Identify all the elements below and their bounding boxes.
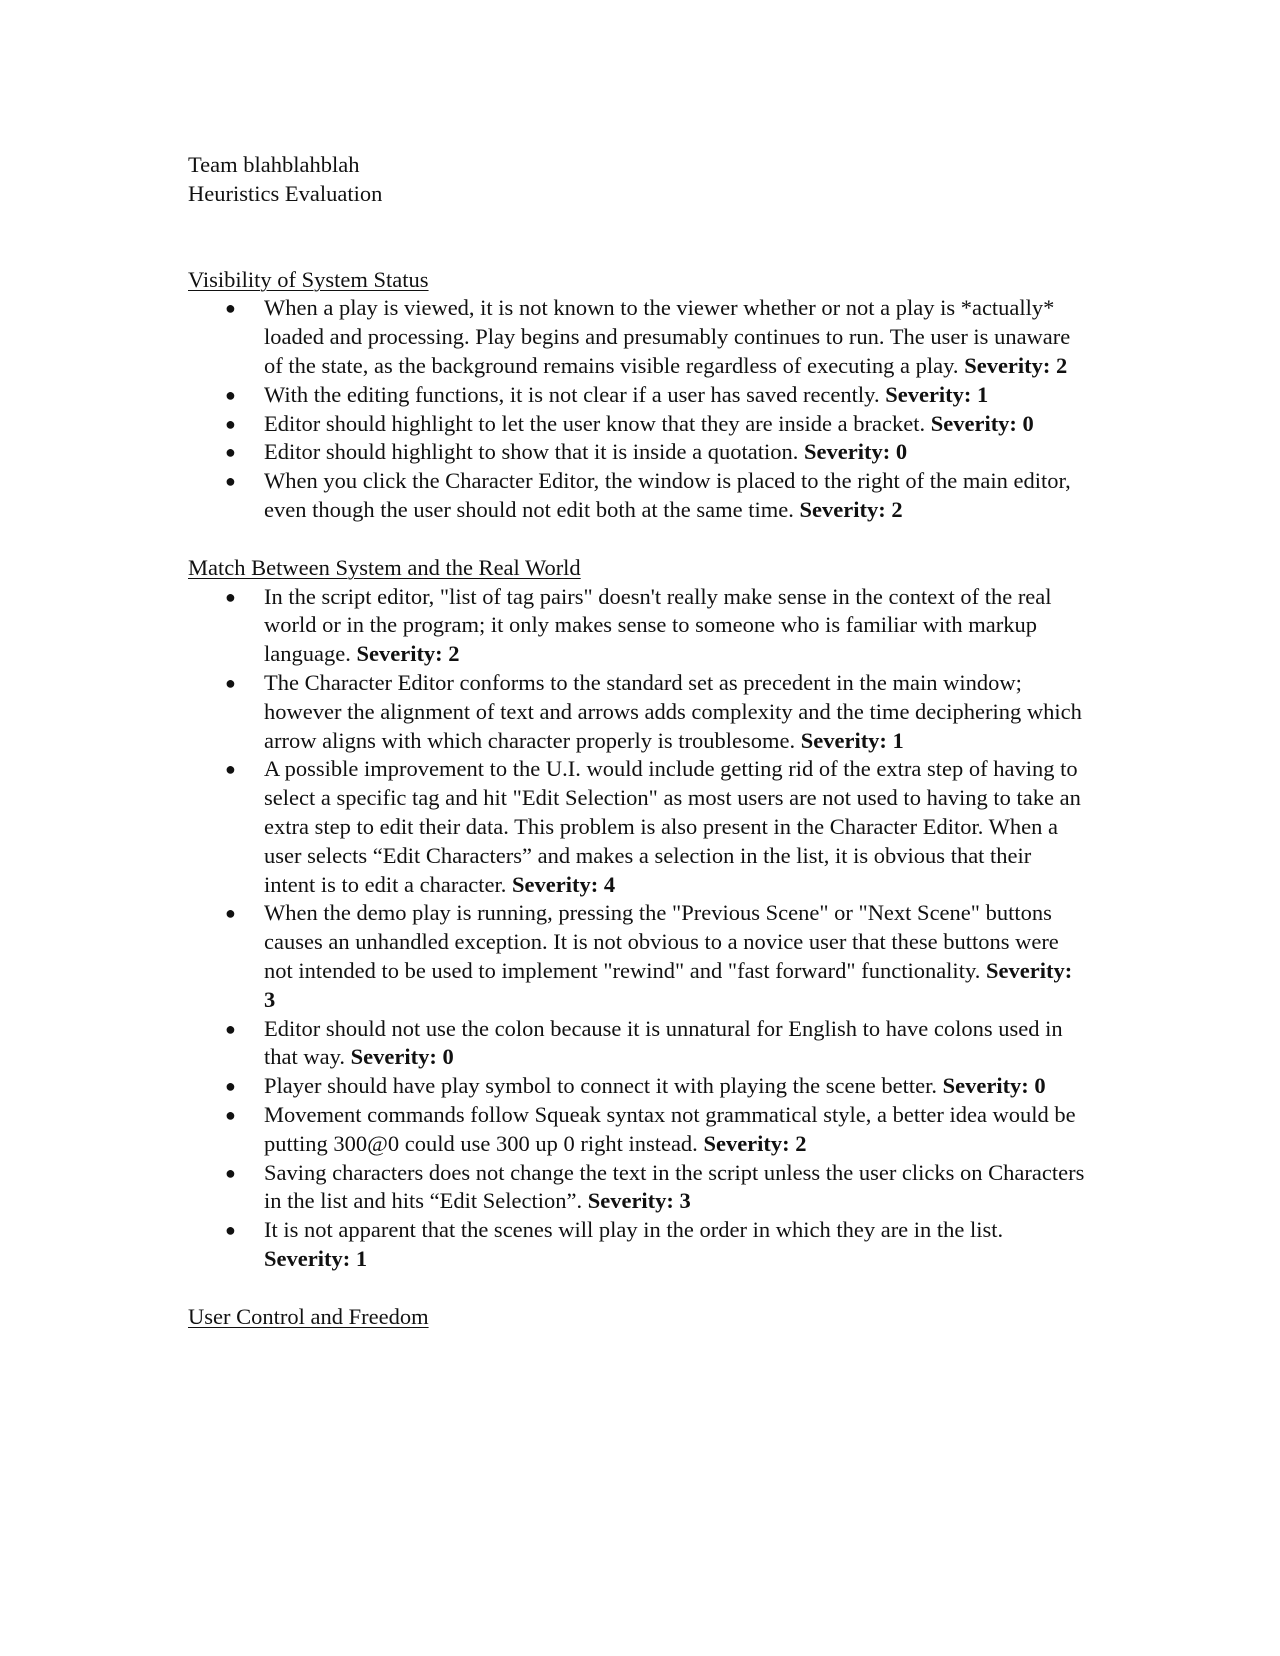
section-heading: User Control and Freedom [188, 1303, 429, 1329]
list-item [188, 1072, 1088, 1101]
document-page [188, 151, 1088, 1331]
bullet-icon: ● [225, 442, 236, 463]
finding-text: The Character Editor conforms to the standard set as precedent in the main window; however the alignment of text and arrows adds complexity and the time deciphering which arrow aligns with which character properly is troublesome. [264, 669, 1082, 753]
list-item [188, 899, 1088, 1014]
severity-label: Severity: 2 [703, 1130, 807, 1156]
severity-label: Severity: 0 [350, 1044, 454, 1070]
section-visibility-of-system-status [188, 266, 1088, 525]
list-item [188, 381, 1088, 410]
bullet-icon: ● [225, 586, 236, 607]
section-heading: Match Between System and the Real World [188, 554, 581, 580]
finding-text: Saving characters does not change the text in the script unless the user clicks on Characters in the list and hits “Edit Selection”. [264, 1159, 1085, 1214]
section-heading: Visibility of System Status [188, 266, 429, 292]
spacer [188, 1274, 1088, 1303]
severity-label: Severity: 2 [799, 496, 903, 522]
finding-text: It is not apparent that the scenes will play in the order in which they are in the list. [264, 1217, 1004, 1243]
severity-label: Severity: 1 [800, 727, 904, 753]
spacer [188, 209, 1088, 266]
bullet-icon: ● [225, 384, 236, 405]
list-item [188, 294, 1088, 380]
bullet-icon: ● [225, 903, 236, 924]
severity-label: Severity: 0 [803, 439, 908, 465]
list-item [188, 1216, 1088, 1274]
severity-label: Severity: 3 [264, 957, 1073, 1012]
bullet-icon: ● [225, 298, 236, 319]
severity-label: Severity: 1 [885, 381, 989, 407]
list-item [188, 1101, 1088, 1159]
finding-text: A possible improvement to the U.I. would include getting rid of the extra step of having to select a specific tag and hit "Edit Selection" as most users are not used to having to take an extra step to edit their data. This problem is also present in the Character Editor. When a user selects “Edit Characters” and makes a selection in the list, it is obvious that their intent is to edit a character. [264, 756, 1081, 897]
spacer [188, 525, 1088, 554]
section-match-between-system-and-real-world [188, 554, 1088, 1274]
list-item [188, 467, 1088, 525]
list-item [188, 438, 1088, 467]
finding-text: Editor should highlight to let the user know that they are inside a bracket. [264, 410, 931, 436]
severity-label: Severity: 3 [587, 1188, 691, 1214]
team-name: Team blahblahblah [188, 152, 360, 177]
list-item [188, 669, 1088, 755]
finding-text: Editor should highlight to show that it is inside a quotation. [264, 439, 804, 465]
severity-label: Severity: 2 [964, 352, 1068, 378]
finding-text: In the script editor, "list of tag pairs" doesn't really make sense in the context of the real world or in the program; it only makes sense to someone who is familiar with markup language. [264, 583, 1052, 667]
bullet-icon: ● [225, 413, 236, 434]
bullet-icon: ● [225, 1104, 236, 1125]
finding-text: When a play is viewed, it is not known to the viewer whether or not a play is *actually* loaded and processing. Play begins and presumably continues to run. The user is unaware of the state, as the background remains visible regardless of executing a play. [264, 295, 1071, 378]
list-item [188, 755, 1088, 899]
severity-label: Severity: 2 [356, 641, 460, 667]
severity-label: Severity: 4 [512, 871, 616, 897]
bullet-icon: ● [225, 1220, 236, 1241]
list-item [188, 1159, 1088, 1217]
finding-text: Editor should not use the colon because it is unnatural for English to have colons used in that way. [264, 1015, 1063, 1070]
bullet-icon: ● [225, 1076, 236, 1097]
finding-text: Player should have play symbol to connect it with playing the scene better. [264, 1073, 943, 1099]
findings-list [188, 583, 1088, 1274]
findings-list [188, 294, 1088, 524]
bullet-icon: ● [225, 759, 236, 780]
list-item [188, 410, 1088, 439]
section-user-control-and-freedom [188, 1303, 1088, 1332]
finding-text: When you click the Character Editor, the window is placed to the right of the main editor, even though the user should not edit both at the same time. [264, 468, 1071, 522]
finding-text: When the demo play is running, pressing the "Previous Scene" or "Next Scene" buttons causes an unhandled exception. It is not obvious to a novice user that these buttons were not intended to be used to implement "rewind" and "fast forward" functionality. [264, 900, 1059, 983]
finding-text: Movement commands follow Squeak syntax not grammatical style, a better idea would be putting 300@0 could use 300 up 0 right instead. [264, 1101, 1076, 1156]
severity-label: Severity: 0 [930, 410, 1034, 436]
list-item [188, 583, 1088, 669]
bullet-icon: ● [225, 471, 236, 492]
bullet-icon: ● [225, 1162, 236, 1183]
bullet-icon: ● [225, 1018, 236, 1039]
bullet-icon: ● [225, 672, 236, 693]
finding-text: With the editing functions, it is not clear if a user has saved recently. [264, 381, 886, 407]
document-title: Heuristics Evaluation [188, 180, 383, 206]
list-item [188, 1015, 1088, 1073]
severity-label: Severity: 0 [942, 1073, 1046, 1099]
severity-label: Severity: 1 [264, 1245, 368, 1271]
